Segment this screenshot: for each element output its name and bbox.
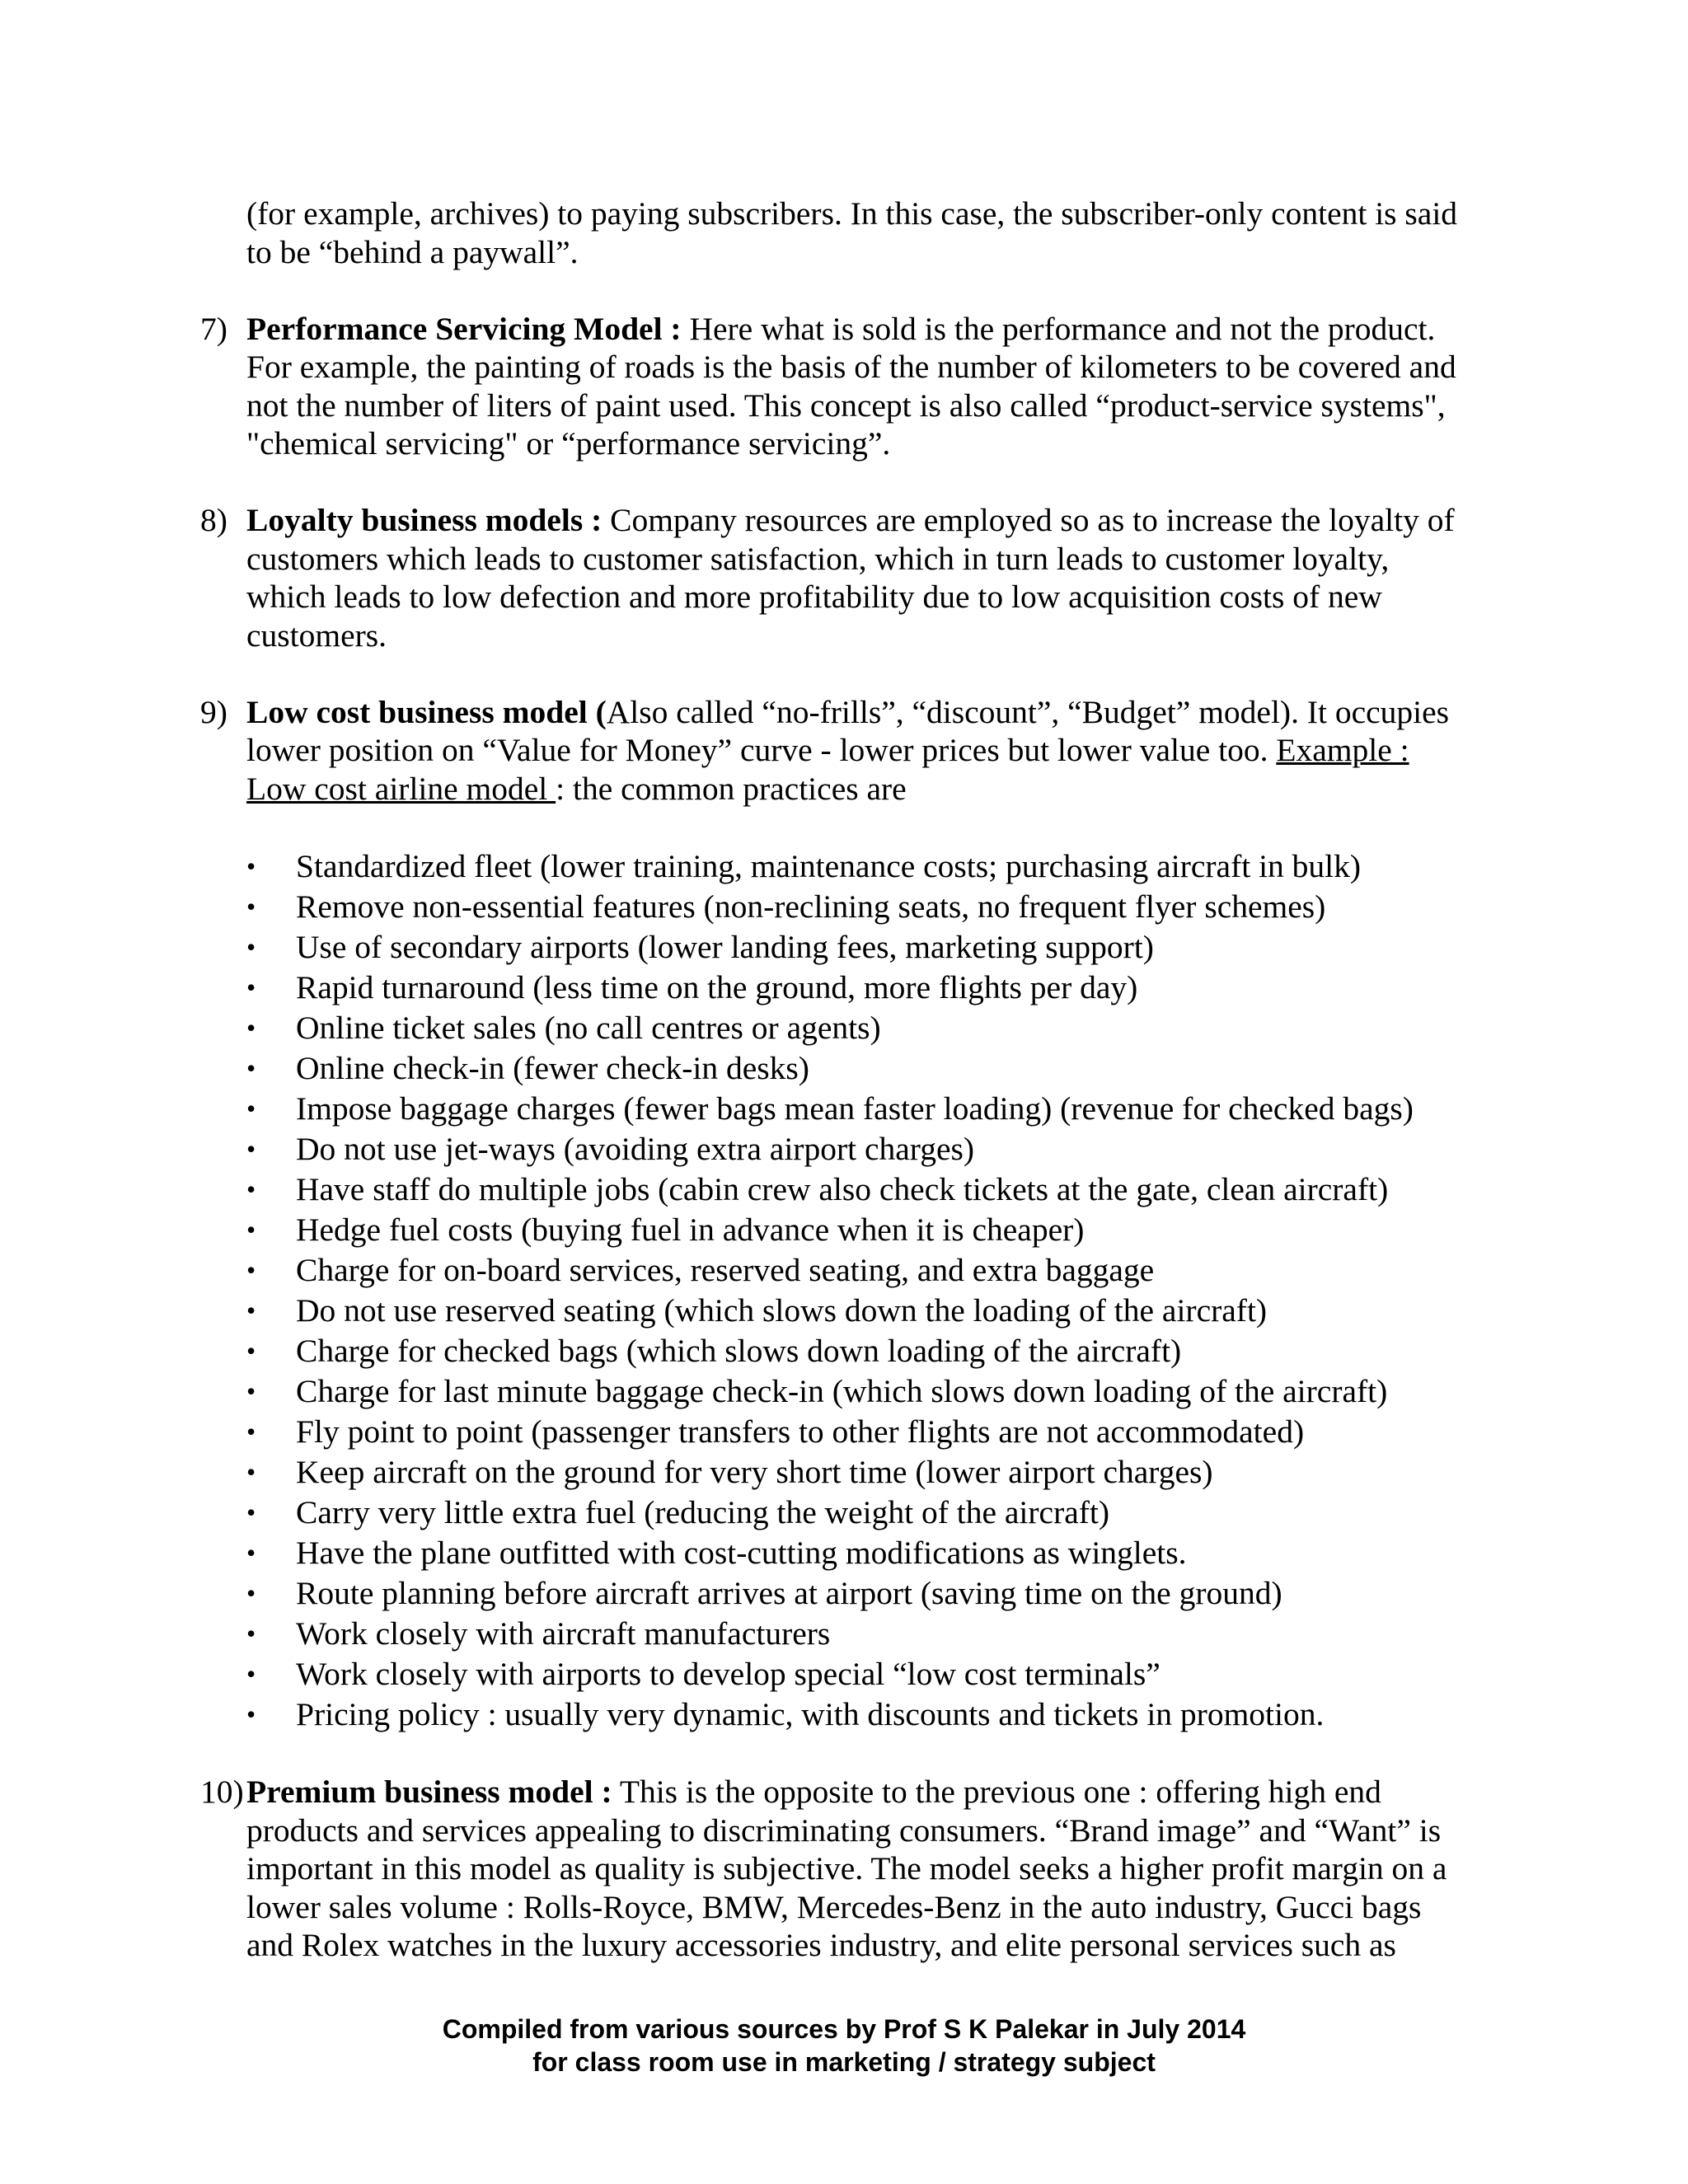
bullet-item bbox=[200, 968, 1519, 1008]
bullet-item bbox=[200, 1089, 1519, 1129]
list-item-10 bbox=[200, 1773, 1519, 1965]
item-line: important in this model as quality is subjective. The model seeks a higher profit margin on a bbox=[246, 1850, 1447, 1886]
item-line: and Rolex watches in the luxury accessories industry, and elite personal services such as bbox=[246, 1927, 1396, 1963]
bullet-icon: • bbox=[246, 1214, 256, 1244]
bullet-item bbox=[200, 927, 1519, 968]
bullet-text: Work closely with aircraft manufacturers bbox=[296, 1615, 831, 1652]
bullet-text: Charge for checked bags (which slows down loading of the aircraft) bbox=[296, 1332, 1182, 1369]
bullet-text: Rapid turnaround (less time on the ground, more flights per day) bbox=[296, 968, 1138, 1005]
bullet-text: Carry very little extra fuel (reducing the weight of the aircraft) bbox=[296, 1493, 1110, 1530]
bullet-item bbox=[200, 1129, 1519, 1169]
bullet-text: Do not use reserved seating (which slows down the loading of the aircraft) bbox=[296, 1291, 1268, 1329]
bullet-icon: • bbox=[246, 1699, 256, 1729]
bullet-item bbox=[200, 1412, 1519, 1452]
bullet-icon: • bbox=[246, 1497, 256, 1527]
bullet-icon: • bbox=[246, 1456, 256, 1487]
item-number: 10) bbox=[200, 1774, 244, 1810]
bullet-item bbox=[200, 1371, 1519, 1412]
bullet-item bbox=[200, 887, 1519, 927]
bullet-text: Online ticket sales (no call centres or agents) bbox=[296, 1009, 881, 1046]
bullet-text: Have the plane outfitted with cost-cutting modifications as winglets. bbox=[296, 1534, 1187, 1571]
bullet-text: Charge for last minute baggage check-in (which slows down loading of the aircraft) bbox=[296, 1372, 1388, 1409]
bullet-item bbox=[200, 1210, 1519, 1250]
item-line: customers which leads to customer satisfaction, which in turn leads to customer loyalty, bbox=[246, 540, 1390, 577]
bullet-item bbox=[200, 1008, 1519, 1048]
bullet-icon: • bbox=[246, 1577, 256, 1608]
bullet-text: Pricing policy : usually very dynamic, with discounts and tickets in promotion. bbox=[296, 1695, 1325, 1732]
bullet-text: Have staff do multiple jobs (cabin crew also check tickets at the gate, clean aircraft) bbox=[296, 1170, 1389, 1207]
bullet-text: Standardized fleet (lower training, maintenance costs; purchasing aircraft in bulk) bbox=[296, 847, 1362, 884]
bullet-icon: • bbox=[246, 1537, 256, 1568]
bullet-icon: • bbox=[246, 1133, 256, 1164]
bullet-list bbox=[200, 846, 1519, 1735]
bullet-icon: • bbox=[246, 1376, 256, 1406]
bullet-icon: • bbox=[246, 1093, 256, 1123]
item-line: : the common practices are bbox=[556, 770, 907, 807]
item-line: lower sales volume : Rolls-Royce, BMW, Mercedes-Benz in the auto industry, Gucci bags bbox=[246, 1888, 1422, 1925]
bullet-icon: • bbox=[246, 1618, 256, 1648]
bullet-item bbox=[200, 1250, 1519, 1291]
item-heading: Performance Servicing Model : bbox=[246, 310, 682, 347]
item-text bbox=[246, 310, 1519, 463]
item-heading: Premium business model : bbox=[246, 1774, 612, 1810]
bullet-item bbox=[200, 1291, 1519, 1331]
list-item-8 bbox=[200, 501, 1519, 654]
bullet-item bbox=[200, 846, 1519, 887]
bullet-item bbox=[200, 1493, 1519, 1533]
item-number: 9) bbox=[200, 693, 227, 730]
bullet-text: Route planning before aircraft arrives at airport (saving time on the ground) bbox=[296, 1574, 1282, 1611]
bullet-item bbox=[200, 1694, 1519, 1735]
example-label: Example : bbox=[1276, 732, 1409, 768]
item-line: products and services appealing to discriminating consumers. “Brand image” and “Want” is bbox=[246, 1811, 1442, 1849]
bullet-item bbox=[200, 1533, 1519, 1573]
intro-line: to be “behind a paywall”. bbox=[246, 233, 579, 270]
footer-line: for class room use in marketing / strategy subject bbox=[532, 2047, 1156, 2077]
item-number: 8) bbox=[200, 502, 227, 538]
bullet-item bbox=[200, 1169, 1519, 1210]
bullet-text: Work closely with airports to develop special “low cost terminals” bbox=[296, 1655, 1160, 1692]
item-line: This is the opposite to the previous one : offering high end bbox=[612, 1774, 1381, 1810]
bullet-icon: • bbox=[246, 851, 256, 881]
bullet-text: Hedge fuel costs (buying fuel in advance when it is cheaper) bbox=[296, 1211, 1085, 1248]
bullet-icon: • bbox=[246, 1052, 256, 1083]
item-line: customers. bbox=[246, 616, 387, 654]
example-title: Low cost airline model bbox=[246, 770, 556, 807]
item-heading: Low cost business model ( bbox=[246, 693, 607, 730]
bullet-icon: • bbox=[246, 1416, 256, 1446]
bullet-icon: • bbox=[246, 1658, 256, 1689]
list-item-9 bbox=[200, 693, 1519, 808]
item-line: For example, the painting of roads is the basis of the number of kilometers to be covered and bbox=[246, 349, 1456, 385]
item-line: not the number of liters of paint used. This concept is also called “product-service systems", bbox=[246, 387, 1446, 424]
footer-line: Compiled from various sources by Prof S K Palekar in July 2014 bbox=[442, 2014, 1246, 2044]
item-line: Here what is sold is the performance and not the product. bbox=[681, 310, 1436, 347]
bullet-text: Keep aircraft on the ground for very short time (lower airport charges) bbox=[296, 1453, 1213, 1490]
page-footer bbox=[0, 2013, 1688, 2079]
bullet-item bbox=[200, 1573, 1519, 1614]
bullet-text: Impose baggage charges (fewer bags mean faster loading) (revenue for checked bags) bbox=[296, 1090, 1414, 1127]
bullet-icon: • bbox=[246, 1012, 256, 1043]
bullet-text: Charge for on-board services, reserved seating, and extra baggage bbox=[296, 1251, 1155, 1288]
item-text bbox=[246, 693, 1519, 808]
item-number: 7) bbox=[200, 310, 227, 347]
item-line: Company resources are employed so as to increase the loyalty of bbox=[602, 502, 1455, 538]
document-body bbox=[200, 194, 1519, 1965]
intro-line: (for example, archives) to paying subscribers. In this case, the subscriber-only content is said bbox=[246, 195, 1458, 232]
bullet-icon: • bbox=[246, 1335, 256, 1366]
item-line: lower position on “Value for Money” curve - lower prices but lower value too. bbox=[246, 732, 1277, 768]
bullet-text: Fly point to point (passenger transfers to other flights are not accommodated) bbox=[296, 1413, 1305, 1450]
bullet-item bbox=[200, 1048, 1519, 1089]
bullet-item bbox=[200, 1331, 1519, 1371]
list-item-7 bbox=[200, 310, 1519, 463]
item-line: Also called “no-frills”, “discount”, “Budget” model). It occupies bbox=[606, 693, 1450, 730]
bullet-icon: • bbox=[246, 891, 256, 921]
bullet-icon: • bbox=[246, 1295, 256, 1325]
bullet-item bbox=[200, 1614, 1519, 1654]
bullet-text: Remove non-essential features (non-reclining seats, no frequent flyer schemes) bbox=[296, 888, 1326, 925]
bullet-item bbox=[200, 1654, 1519, 1694]
bullet-icon: • bbox=[246, 1174, 256, 1204]
item-line: which leads to low defection and more profitability due to low acquisition costs of new bbox=[246, 579, 1382, 615]
bullet-text: Use of secondary airports (lower landing fees, marketing support) bbox=[296, 928, 1154, 965]
bullet-icon: • bbox=[246, 1254, 256, 1285]
intro-paragraph bbox=[246, 194, 1519, 271]
item-text bbox=[246, 501, 1519, 654]
bullet-text: Do not use jet-ways (avoiding extra airport charges) bbox=[296, 1130, 975, 1167]
item-text bbox=[246, 1773, 1519, 1965]
bullet-icon: • bbox=[246, 972, 256, 1002]
bullet-item bbox=[200, 1452, 1519, 1493]
item-heading: Loyalty business models : bbox=[246, 502, 603, 538]
item-line: "chemical servicing" or “performance servicing”. bbox=[246, 425, 891, 462]
bullet-text: Online check-in (fewer check-in desks) bbox=[296, 1049, 809, 1086]
bullet-icon: • bbox=[246, 931, 256, 962]
